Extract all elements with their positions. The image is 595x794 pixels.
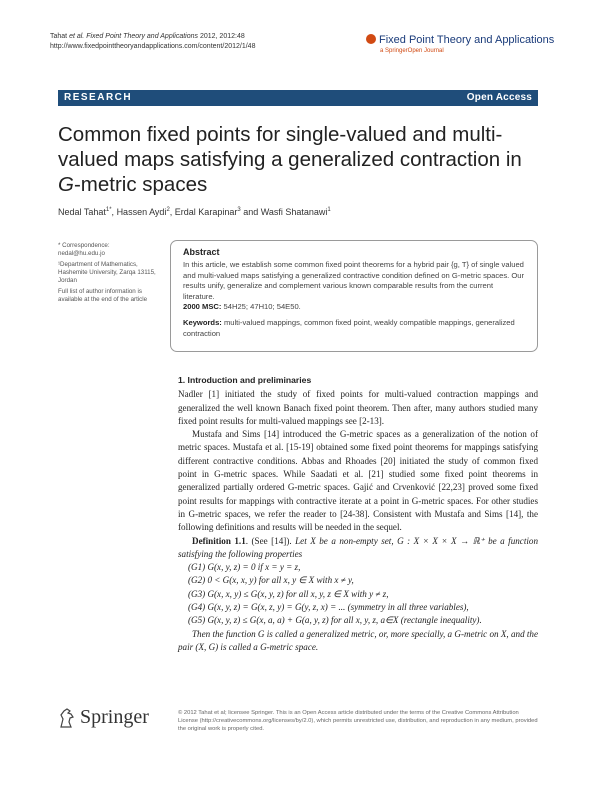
condition-g3: (G3) G(x, x, y) ≤ G(x, y, z) for all x, y, z ∈ X with y ≠ z, [188, 588, 389, 599]
keywords-value: multi-valued mappings, common fixed point, weakly compatible mappings, generalized contraction [183, 317, 515, 338]
keywords-label: Keywords: [183, 317, 222, 327]
affiliation: ¹Department of Mathematics, Hashemite University, Zarqa 13115, Jordan [58, 261, 156, 284]
journal-logo [366, 30, 554, 54]
paragraph: Nadler [1] initiated the study of fixed points for multi-valued contraction mappings and generalized the well known Banach fixed point theorem. Then after, many authors studied many fixed point results for multi-valued mappings see [2-13]. [178, 389, 538, 426]
article-type: RESEARCH [64, 92, 133, 103]
license-text: © 2012 Tahat et al; licensee Springer. This is an Open Access article distributed under the terms of the Creative Commons Attribution License (http://creativecommons.org/licenses/by/2.0), which permits unrestricted use, distribution, and reproduction in any medium, provided the original work is properly cited. [178, 710, 538, 732]
author-name[interactable]: Erdal Karapinar [174, 207, 238, 217]
author-name[interactable]: Nedal Tahat [58, 207, 106, 217]
paragraph: Mustafa and Sims [14] introduced the G-metric spaces as a generalization of the notion of metric spaces. Mustafa et al. [15-19] obtained some fixed point theorems for mappings satisfying different contractive conditions. Abbas and Rhoades [20] initiated the study of common fixed point in G-metric spaces. While Saadati et al. [21] studied some fixed point theorems in generalized partially ordered G-metric spaces. Gajić and Crvenković [22,23] proved some fixed point results for mappings with contractive iterate at a point in G-metric spaces. For other studies in G-metric spaces, we refer the reader to [24-38]. Consistent with Mustafa and Sims [14], the following definitions and results will be needed in the sequel. [178, 429, 538, 533]
msc-value: 54H25; 47H10; 54E50. [221, 302, 301, 312]
journal-name: Fixed Point Theory and Applications [379, 34, 555, 46]
correspondence-email[interactable]: * Correspondence: nedal@hu.edu.jo [58, 242, 110, 257]
section-heading: 1. Introduction and preliminaries [178, 375, 312, 385]
author-affiliation-mark: 1* [105, 207, 112, 213]
author-affiliation-mark: 1 [327, 207, 331, 213]
author-separator: , [169, 207, 175, 217]
msc-label: 2000 MSC: [183, 302, 222, 312]
journal-subtitle: a SpringerOpen Journal [380, 48, 444, 54]
author-affiliation-mark: 3 [237, 207, 241, 213]
citation-url[interactable]: http://www.fixedpointtheoryandapplications.com/content/2012/1/48 [50, 43, 256, 50]
springer-horse-icon [58, 707, 76, 729]
title-text-1: Common fixed points for single-valued and multi-valued maps satisfying a generalized contraction in [58, 123, 522, 171]
title-text-2: -metric spaces [73, 173, 208, 196]
author-affiliation-mark: 2 [166, 207, 170, 213]
definition-ref: . (See [14]). [245, 535, 296, 546]
springer-wordmark: Springer [80, 706, 149, 728]
springer-logo [58, 706, 149, 729]
correspondence-sidebar [58, 242, 158, 307]
abstract-box [170, 240, 538, 352]
condition-g2: (G2) 0 < G(x, x, y) for all x, y ∈ X with x ≠ y, [188, 575, 354, 586]
abstract-heading: Abstract [183, 247, 220, 257]
msc-line [183, 302, 525, 313]
author-name[interactable]: Hassen Aydi [116, 207, 167, 217]
open-access-label: Open Access [466, 92, 532, 103]
article-title [58, 122, 538, 197]
author-list [58, 207, 331, 217]
abstract-text: In this article, we establish some common fixed point theorems for a hybrid pair {g, T} of single valued and multi-valued maps satisfying a generalized contractive condition defined on G-metric spaces. Our results unify, generalize and complement various known comparable results from the current literature. [183, 260, 525, 301]
author-separator: , [111, 207, 117, 217]
title-italic: G [58, 173, 74, 196]
article-body [178, 374, 538, 654]
condition-g5: (G5) G(x, y, z) ≤ G(x, a, a) + G(a, y, z) for all x, y, z, a∈X (rectangle inequality). [188, 615, 482, 626]
citation [50, 32, 255, 52]
citation-volume: 2012, 2012:48 [198, 33, 245, 40]
citation-authors: Tahat [50, 33, 70, 40]
author-name[interactable]: Wasfi Shatanawi [260, 207, 328, 217]
author-info-note: Full list of author information is available at the end of the article [58, 288, 148, 303]
definition-text: Let X be a non-empty set, G : X × X × X → ℝ⁺ be a function satisfying the following properties [178, 535, 538, 559]
author-separator: and [240, 207, 261, 217]
citation-etal: et al. [69, 33, 85, 40]
journal-logo-icon [366, 34, 376, 44]
definition [178, 535, 538, 562]
condition-g1: (G1) G(x, y, z) = 0 if x = y = z, [188, 562, 301, 573]
article-type-banner [58, 90, 538, 106]
keywords-line [183, 318, 525, 339]
citation-journal: Fixed Point Theory and Applications [84, 33, 199, 40]
condition-g4: (G4) G(x, y, z) = G(x, z, y) = G(y, z, x) = ... (symmetry in all three variables), [188, 602, 469, 613]
definition-label: Definition 1.1 [192, 535, 246, 546]
definition-conclusion: Then the function G is called a generalized metric, or, more specially, a G-metric on X, and the pair (X, G) is called a G-metric space. [178, 628, 538, 652]
